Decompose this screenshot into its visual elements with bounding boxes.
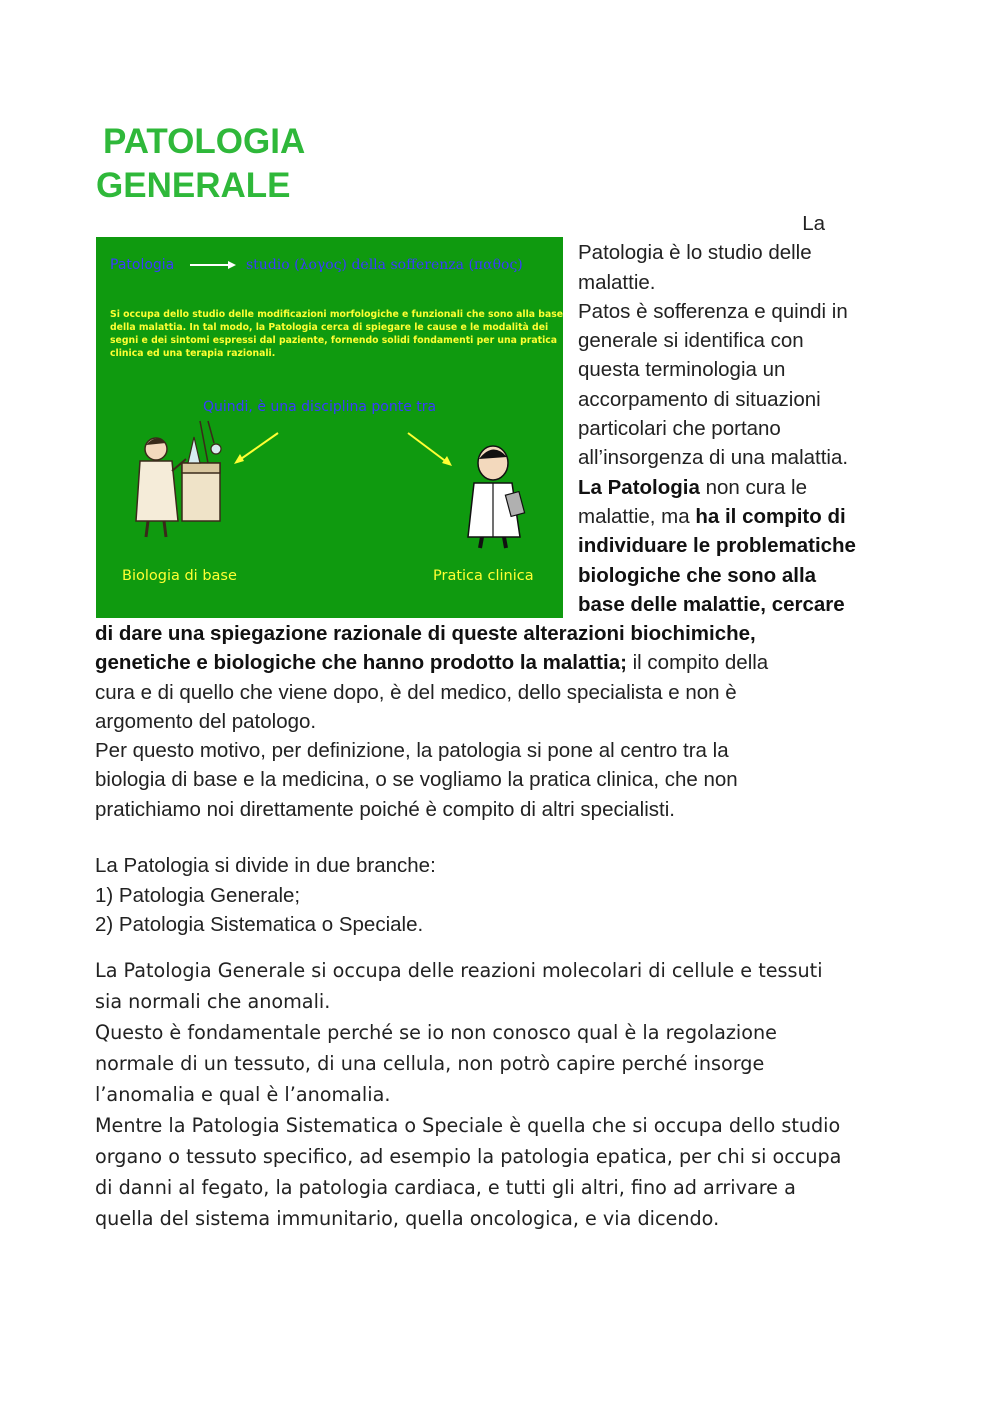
slide-body-line-2: della malattia. In tal modo, la Patologia cerca di spiegare le cause e le modalità dei — [110, 322, 549, 333]
full-bold-text: genetiche e biologiche che hanno prodotto la malattia; — [95, 651, 627, 675]
side-line: accorpamento di situazioni — [578, 387, 821, 411]
side-mixed-line — [578, 502, 908, 531]
side-bold-line — [578, 590, 908, 619]
slide-label-right: Pratica clinica — [433, 568, 534, 584]
side-bold-line — [578, 561, 908, 590]
full-mixed-line — [95, 648, 915, 677]
pathology-slide-image — [96, 237, 563, 618]
side-bold-text: base delle malattie, cercare — [578, 592, 845, 616]
general-pathology-section — [95, 955, 915, 1234]
slide-graphic — [96, 237, 563, 618]
page-title — [96, 120, 305, 208]
title-line-2: GENERALE — [96, 166, 291, 205]
general-line: sia normali che anomali. — [95, 990, 331, 1013]
full-line: biologia di base e la medicina, o se vogliamo la pratica clinica, che non — [95, 768, 738, 792]
side-bold-phrase: La Patologia — [578, 475, 700, 499]
general-line: Questo è fondamentale perché se io non conosco qual è la regolazione — [95, 1021, 777, 1044]
general-line: l’anomalia e qual è l’anomalia. — [95, 1083, 391, 1106]
general-line: di danni al fegato, la patologia cardiaca, e tutti gli altri, fino ad arrivare a — [95, 1176, 796, 1199]
slide-header-left: Patologia — [110, 257, 175, 273]
side-bold-text: biologiche che sono alla — [578, 563, 817, 587]
side-line: questa terminologia un — [578, 358, 786, 382]
slide-header-right: studio (λογος) della sofferenza (παθος) — [246, 257, 523, 273]
slide-body-line-1: Si occupa dello studio delle modificazioni morfologiche e funzionali che sono alla base — [110, 309, 563, 320]
general-line: organo o tessuto specifico, ad esempio la patologia epatica, per chi si occupa — [95, 1145, 842, 1168]
branch-item-1: 1) Patologia Generale; — [95, 883, 301, 907]
full-bold-text: di dare una spiegazione razionale di queste alterazioni biochimiche, — [95, 622, 756, 645]
full-line: Per questo motivo, per definizione, la patologia si pone al centro tra la — [95, 739, 729, 763]
general-line: quella del sistema immunitario, quella oncologica, e via dicendo. — [95, 1207, 720, 1230]
branch-item-2: 2) Patologia Sistematica o Speciale. — [95, 913, 424, 936]
side-normal-phrase: non cura le — [699, 475, 808, 499]
side-line: Patologia è lo studio delle — [578, 241, 812, 265]
general-line: Mentre la Patologia Sistematica o Speciale è quella che si occupa dello studio — [95, 1114, 841, 1137]
side-bold-text: individuare le problematiche — [578, 534, 856, 558]
side-line: generale si identifica con — [578, 329, 804, 353]
full-line: argomento del patologo. — [95, 709, 317, 733]
general-line: La Patologia Generale si occupa delle reazioni molecolari di cellule e tessuti — [95, 959, 823, 982]
full-line: pratichiamo noi direttamente poiché è compito di altri specialisti. — [95, 797, 675, 821]
full-width-text — [95, 619, 915, 824]
side-line: Patos è sofferenza e quindi in — [578, 299, 848, 323]
side-line: particolari che portano — [578, 417, 781, 441]
slide-bridge-text: Quindi, è una disciplina ponte tra — [203, 399, 437, 415]
slide-body-line-3: segni e dei sintomi espressi dal paziente, fornendo solidi fondamenti per una pratica — [110, 335, 558, 346]
side-bold-line — [578, 531, 908, 560]
full-bold-line — [95, 619, 915, 648]
full-line: cura e di quello che viene dopo, è del medico, dello specialista e non è — [95, 680, 737, 704]
side-bold-phrase: ha il compito di — [695, 504, 846, 528]
branches-list — [95, 851, 915, 940]
side-line: malattie. — [578, 270, 656, 294]
side-normal-phrase: malattie, ma — [578, 504, 696, 528]
slide-body-line-4: clinica ed una terapia razionali. — [110, 348, 276, 359]
side-mixed-line — [578, 473, 908, 502]
general-line: normale di un tessuto, di una cellula, non potrò capire perché insorge — [95, 1052, 765, 1075]
side-line: La — [802, 212, 825, 235]
title-line-1: PATOLOGIA — [103, 122, 306, 161]
slide-background — [96, 237, 563, 618]
full-normal-text: il compito della — [626, 651, 769, 675]
slide-label-left: Biologia di base — [122, 568, 237, 584]
branches-intro: La Patologia si divide in due branche: — [95, 854, 436, 877]
side-column-text — [578, 209, 908, 619]
side-line: all’insorgenza di una malattia. — [578, 446, 849, 470]
